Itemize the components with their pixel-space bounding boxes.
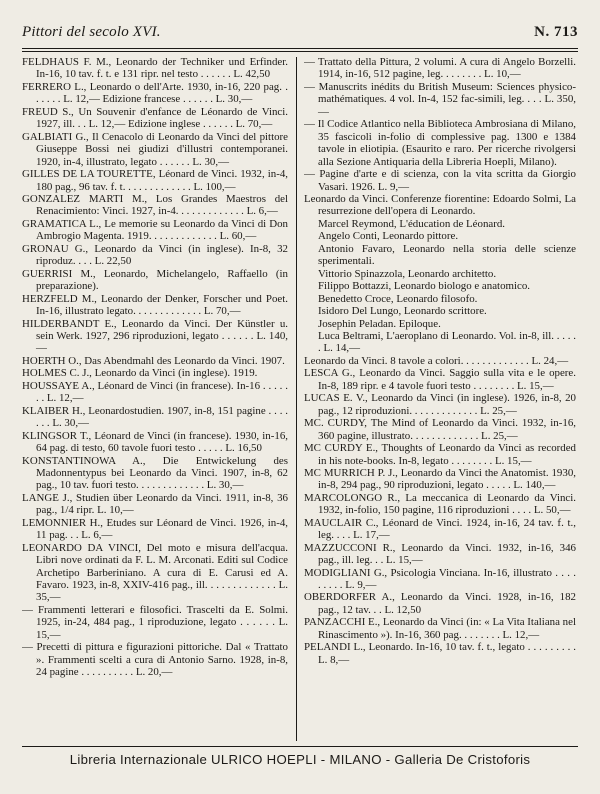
catalog-entry: HOERTH O., Das Abendmahl des Leonardo da Vinci. 1907.: [22, 354, 285, 367]
catalog-entry: HERZFELD M., Leonardo der Denker, Forscher und Poet. In-16, illustrato legato. . . . . . . . . . . . . L. 70,—: [22, 292, 288, 318]
catalog-entry: HOLMES C. J., Leonardo da Vinci (in inglese). 1919.: [22, 367, 258, 380]
catalog-entry: GRAMATICA L., Le memorie su Leonardo da Vinci di Don Ambrogio Magenta. 1919. . . . . . . . . . . . . L. 60,—: [22, 217, 288, 243]
catalog-entry: GONZALEZ MARTI M., Los Grandes Maestros del Renacimiento: Vinci. 1927, in-4. . . . . . . . . . . . . L. 6,—: [22, 192, 288, 218]
catalog-subentry: Josephin Peladan. Epiloque.: [318, 317, 441, 330]
catalog-subentry: Filippo Bottazzi, Leonardo biologo e anatomico.: [318, 280, 531, 293]
catalog-entry: LESCA G., Leonardo da Vinci. Saggio sulla vita e le opere. In-8, 189 ripr. e 4 tavole fuori testo . . . . . . . . L. 15,—: [304, 367, 576, 392]
right-column: [304, 56, 576, 742]
catalog-entry: PANZACCHI E., Leonardo da Vinci (in: « La Vita Italiana nel Rinascimento »). In-16, 360 pag. . . . . . . . L. 12,—: [304, 616, 576, 641]
catalog-entry: FREUD S., Un Souvenir d'enfance de Léonardo de Vinci. 1927, ill. . . L. 12,— Edizione inglese . . . . . . L. 70,—: [22, 105, 288, 131]
catalog-entry: GRONAU G., Leonardo da Vinci (in inglese). In-8, 32 riproduz. . . . L. 22,50: [22, 242, 288, 268]
catalog-entry: KONSTANTINOWA A., Die Entwickelung des Madonnentypus bei Leonardo da Vinci. 1907, in-8, 62 pag., 10 tav. fuori testo. . . . . . . . . . . . . L. 30,—: [22, 454, 288, 492]
catalog-entry: KLINGSOR T., Léonard de Vinci (in francese). 1930, in-16, 64 pag. di testo, 60 tavole fuori testo . . . . . L. 16,50: [22, 429, 288, 455]
page-number: N. 713: [534, 24, 578, 40]
catalog-entry: OBERDORFER A., Leonardo da Vinci. 1928, in-16, 182 pag., 12 tav. . . L. 12,50: [304, 591, 576, 616]
catalog-subentry: Benedetto Croce, Leonardo filosofo.: [318, 292, 478, 305]
catalog-entry: — Manuscrits inédits du British Museum: Sciences physico-mathématiques. 4 vol. In-4, 152 fac-simili, leg. . . . L. 350,—: [304, 80, 576, 118]
catalog-entry: LEONARDO DA VINCI, Del moto e misura dell'acqua. Libri nove ordinati da F. L. M. Arconati. Editi sul Codice Archetipo Barberiniano. A cura di E. Carusi ed A. Favaro. 1923, in-8, XXIV-416 pag., ill. . . . . . . . . . . . . L. 35,—: [22, 541, 288, 604]
footer-rule: [22, 746, 578, 747]
catalog-entry: MODIGLIANI G., Psicologia Vinciana. In-16, illustrato . . . . . . . . . L. 9,—: [304, 566, 576, 592]
catalog-entry: GALBIATI G., Il Cenacolo di Leonardo da Vinci del pittore Giuseppe Bossi nei giudizi d'illustri contemporanei. 1920, in-4, illustrato, legato . . . . . . L. 30,—: [22, 130, 288, 168]
page-header: [22, 24, 578, 46]
catalog-subentry: Angelo Conti, Leonardo pittore.: [318, 230, 459, 243]
catalog-entry: — Pagine d'arte e di scienza, con la vita scritta da Giorgio Vasari. 1926. L. 9,—: [304, 168, 576, 193]
catalog-entry: Leonardo da Vinci. 8 tavole a colori. . . . . . . . . . . . . L. 24,—: [304, 354, 569, 367]
catalog-entry: FERRERO L., Leonardo o dell'Arte. 1930, in-16, 220 pag. . . . . . . L. 12,— Edizione francese . . . . . . L. 30,—: [22, 80, 288, 106]
running-title: Pittori del secolo XVI.: [22, 24, 161, 40]
catalog-subentry: Marcel Reymond, L'éducation de Léonard.: [318, 217, 506, 230]
catalog-entry: LUCAS E. V., Leonardo da Vinci (in inglese). 1926, in-8, 20 pag., 12 riproduzioni. . . . . . . . . . . . . L. 25,—: [304, 392, 576, 417]
catalog-entry: KLAIBER H., Leonardostudien. 1907, in-8, 151 pagine . . . . . . . L. 30,—: [22, 404, 288, 430]
catalog-subentry: Antonio Favaro, Leonardo nella storia delle scienze sperimentali.: [318, 242, 576, 268]
catalog-entry: GILLES DE LA TOURETTE, Léonard de Vinci. 1932, in-4, 180 pag., 96 tav. f. t. . . . . . . . . . . . . L. 100,—: [22, 168, 288, 193]
header-rule-thin: [22, 51, 578, 52]
catalog-entry: FELDHAUS F. M., Leonardo der Techniker und Erfinder. In-16, 10 tav. f. t. e 131 ripr. nel testo . . . . . . L. 42,50: [22, 56, 288, 81]
catalog-entry: PELANDI L., Leonardo. In-16, 10 tav. f. t., legato . . . . . . . . . L. 8,—: [304, 641, 576, 666]
catalog-entry: MC. CURDY, The Mind of Leonardo da Vinci. 1932, in-16, 360 pagine, illustrato. . . . . . . . . . . . . L. 25,—: [304, 417, 576, 442]
catalog-entry: MAZZUCCONI R., Leonardo da Vinci. 1932, in-16, 346 pag., ill. leg. . . L. 15,—: [304, 541, 576, 567]
catalog-entry: MARCOLONGO R., La meccanica di Leonardo da Vinci. 1932, in-folio, 150 pagine, 116 riproduzioni . . . . L. 50,—: [304, 491, 576, 517]
catalog-entry: — Precetti di pittura e figurazioni pittoriche. Dal « Trattato ». Frammenti scelti a cura di Antonio Sarno. 1928, in-8, 24 pagine . . . . . . . . . . L. 20,—: [22, 641, 288, 679]
catalog-entry: — Frammenti letterari e filosofici. Trascelti da E. Solmi. 1925, in-24, 484 pag., 1 riproduzione, legato . . . . . . L. 15,—: [22, 603, 288, 641]
header-rule: [22, 48, 578, 49]
catalog-entry: HOUSSAYE A., Léonard de Vinci (in francese). In-16 . . . . . . . L. 12,—: [22, 379, 288, 405]
catalog-entry: — Il Codice Atlantico nella Biblioteca Ambrosiana di Milano, 35 fascicoli in-folio di complessive pag. 1300 e 1384 tavole in eliotipia. (Esaurito e raro. Per ricerche rivolgersi alla Sezione Antiquaria della Libreria Hoepli, Milano).: [304, 118, 576, 168]
catalog-entry: HILDERBANDT E., Leonardo da Vinci. Der Künstler u. sein Werk. 1927, 296 riproduzioni, legato . . . . . . L. 140,—: [22, 317, 288, 355]
catalog-subentry: Vittorio Spinazzola, Leonardo architetto.: [318, 267, 497, 280]
catalog-subentry: Luca Beltrami, L'aeroplano di Leonardo. Vol. in-8, ill. . . . . . L. 14,—: [318, 329, 576, 355]
catalog-entry: MC MURRICH P. J., Leonardo da Vinci the Anatomist. 1930, in-8, 294 pag., 90 riproduzioni, legato . . . . . L. 140,—: [304, 466, 576, 492]
publisher-footer: Libreria Internazionale ULRICO HOEPLI - MILANO - Galleria De Cristoforis: [69, 752, 531, 767]
catalog-entry: LANGE J., Studien über Leonardo da Vinci. 1911, in-8, 36 pag., 1/4 ripr. L. 10,—: [22, 491, 288, 517]
column-separator: [296, 57, 297, 741]
left-column: [22, 56, 288, 742]
catalog-entry: GUERRISI M., Leonardo, Michelangelo, Raffaello (in preparazione).: [22, 267, 288, 293]
catalog-entry: — Trattato della Pittura, 2 volumi. A cura di Angelo Borzelli. 1914, in-16, 512 pagine, leg. . . . . . . . L. 10,—: [304, 56, 576, 81]
catalog-subentry: Isidoro Del Lungo, Leonardo scrittore.: [318, 305, 487, 318]
catalog-entry: Leonardo da Vinci. Conferenze fiorentine: Edoardo Solmi, La resurrezione dell'opera di Leonardo.: [304, 192, 576, 218]
catalog-entry: MC CURDY E., Thoughts of Leonardo da Vinci as recorded in his note-books. In-8, legato . . . . . . . . L. 15,—: [304, 442, 576, 467]
catalog-entry: LEMONNIER H., Etudes sur Léonard de Vinci. 1926, in-4, 11 pag. . . L. 6,—: [22, 516, 288, 542]
catalog-entry: MAUCLAIR C., Léonard de Vinci. 1924, in-16, 24 tav. f. t., leg. . . . L. 17,—: [304, 516, 576, 542]
